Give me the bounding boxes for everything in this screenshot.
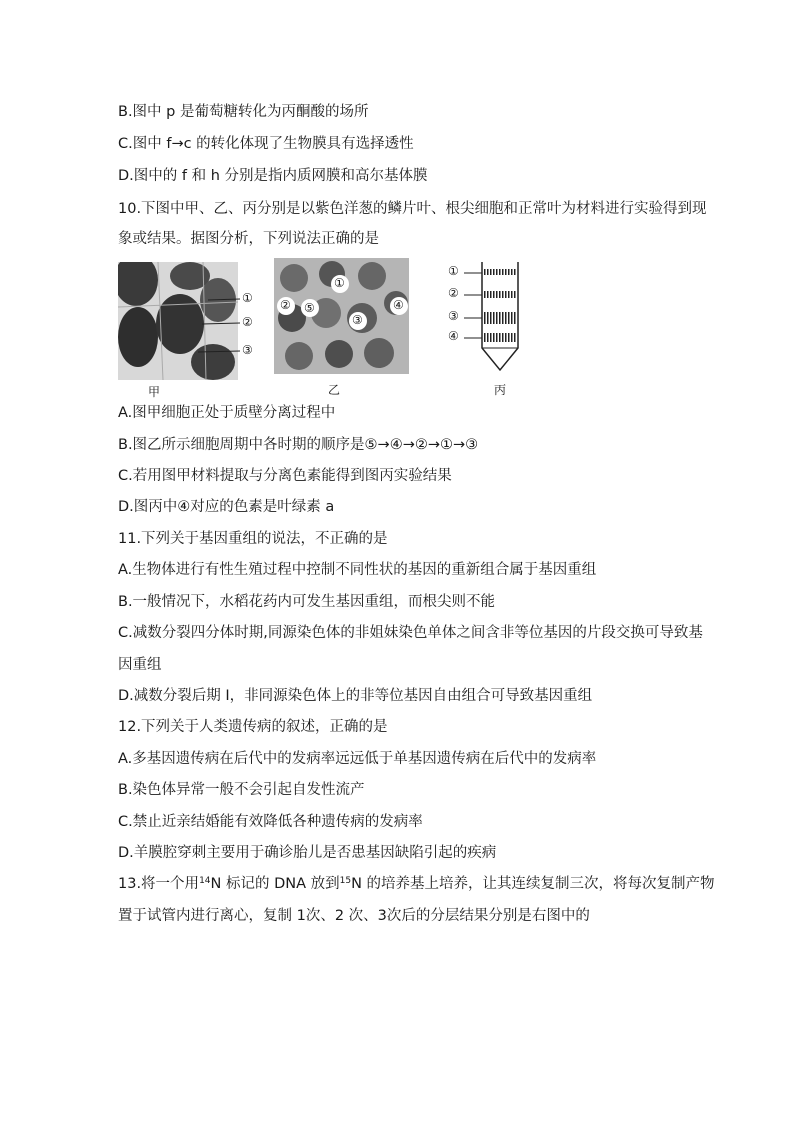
- question-11-stem: 11.下列关于基因重组的说法，不正确的是: [118, 531, 388, 547]
- option-12b: B.染色体异常一般不会引起自发性流产: [118, 782, 365, 798]
- option-12c: C.禁止近亲结婚能有效降低各种遗传病的发病率: [118, 814, 423, 830]
- question-13-stem-cont: 置于试管内进行离心，复制 1次、2 次、3次后的分层结果分别是右图中的: [118, 908, 590, 924]
- option-10c: C.若用图甲材料提取与分离色素能得到图丙实验结果: [118, 468, 452, 484]
- option-10a: A.图甲细胞正处于质壁分离过程中: [118, 405, 336, 421]
- figure-yi-caption: 乙: [328, 383, 341, 397]
- q13-part-c: N 的培养基上培养，让其连续复制三次，将每次复制产物: [351, 876, 715, 892]
- figure-yi-label-4: ④: [393, 298, 404, 312]
- question-10-stem-cont: 象或结果。据图分析，下列说法正确的是: [118, 231, 379, 247]
- q13-sup-15: 15: [339, 876, 352, 886]
- option-9d: D.图中的 f 和 h 分别是指内质网膜和高尔基体膜: [118, 168, 428, 184]
- figure-jia-label-1: ①: [242, 291, 253, 305]
- figure-yi-label-1: ①: [334, 276, 345, 290]
- option-11a: A.生物体进行有性生殖过程中控制不同性状的基因的重新组合属于基因重组: [118, 562, 597, 578]
- figure-jia-label-3: ③: [242, 343, 253, 357]
- figure-jia-label-2: ②: [242, 315, 253, 329]
- option-11c-cont: 因重组: [118, 657, 162, 673]
- option-12d: D.羊膜腔穿刺主要用于确诊胎儿是否患基因缺陷引起的疾病: [118, 845, 497, 861]
- option-9c: C.图中 f→c 的转化体现了生物膜具有选择透性: [118, 136, 414, 152]
- option-11b: B.一般情况下，水稻花药内可发生基因重组，而根尖则不能: [118, 594, 496, 610]
- q13-sup-14: 14: [199, 876, 211, 886]
- question-13-stem: [118, 874, 715, 894]
- figure-bing-label-3: ③: [448, 309, 459, 323]
- figure-bing: [448, 262, 528, 374]
- option-12a: A.多基因遗传病在后代中的发病率远远低于单基因遗传病在后代中的发病率: [118, 751, 597, 767]
- q13-part-b: N 标记的 DNA 放到: [210, 876, 340, 892]
- chromatography-strip-diagram: [448, 262, 528, 374]
- figure-yi: [274, 258, 409, 374]
- option-11c: C.减数分裂四分体时期,同源染色体的非姐妹染色单体之间含非等位基因的片段交换可导致基: [118, 625, 703, 641]
- figure-yi-label-5: ⑤: [304, 301, 315, 315]
- option-9b: B.图中 p 是葡萄糖转化为丙酮酸的场所: [118, 104, 369, 120]
- figure-yi-label-2: ②: [280, 298, 291, 312]
- figure-jia: [118, 262, 268, 380]
- figure-bing-caption: 丙: [494, 383, 507, 397]
- option-10b: B.图乙所示细胞周期中各时期的顺序是⑤→④→②→①→③: [118, 437, 479, 453]
- option-11d: D.减数分裂后期 I，非同源染色体上的非等位基因自由组合可导致基因重组: [118, 688, 593, 704]
- figure-jia-caption: 甲: [148, 385, 161, 399]
- figure-bing-label-4: ④: [448, 329, 459, 343]
- figure-bing-label-2: ②: [448, 286, 459, 300]
- question-10-stem: 10.下图中甲、乙、丙分别是以紫色洋葱的鳞片叶、根尖细胞和正常叶为材料进行实验得到现: [118, 201, 707, 217]
- question-12-stem: 12.下列关于人类遗传病的叙述，正确的是: [118, 719, 388, 735]
- option-10d: D.图丙中④对应的色素是叶绿素 a: [118, 499, 335, 515]
- figure-bing-label-1: ①: [448, 264, 459, 278]
- figure-yi-label-3: ③: [352, 313, 363, 327]
- q13-part-a: 13.将一个用: [118, 876, 200, 892]
